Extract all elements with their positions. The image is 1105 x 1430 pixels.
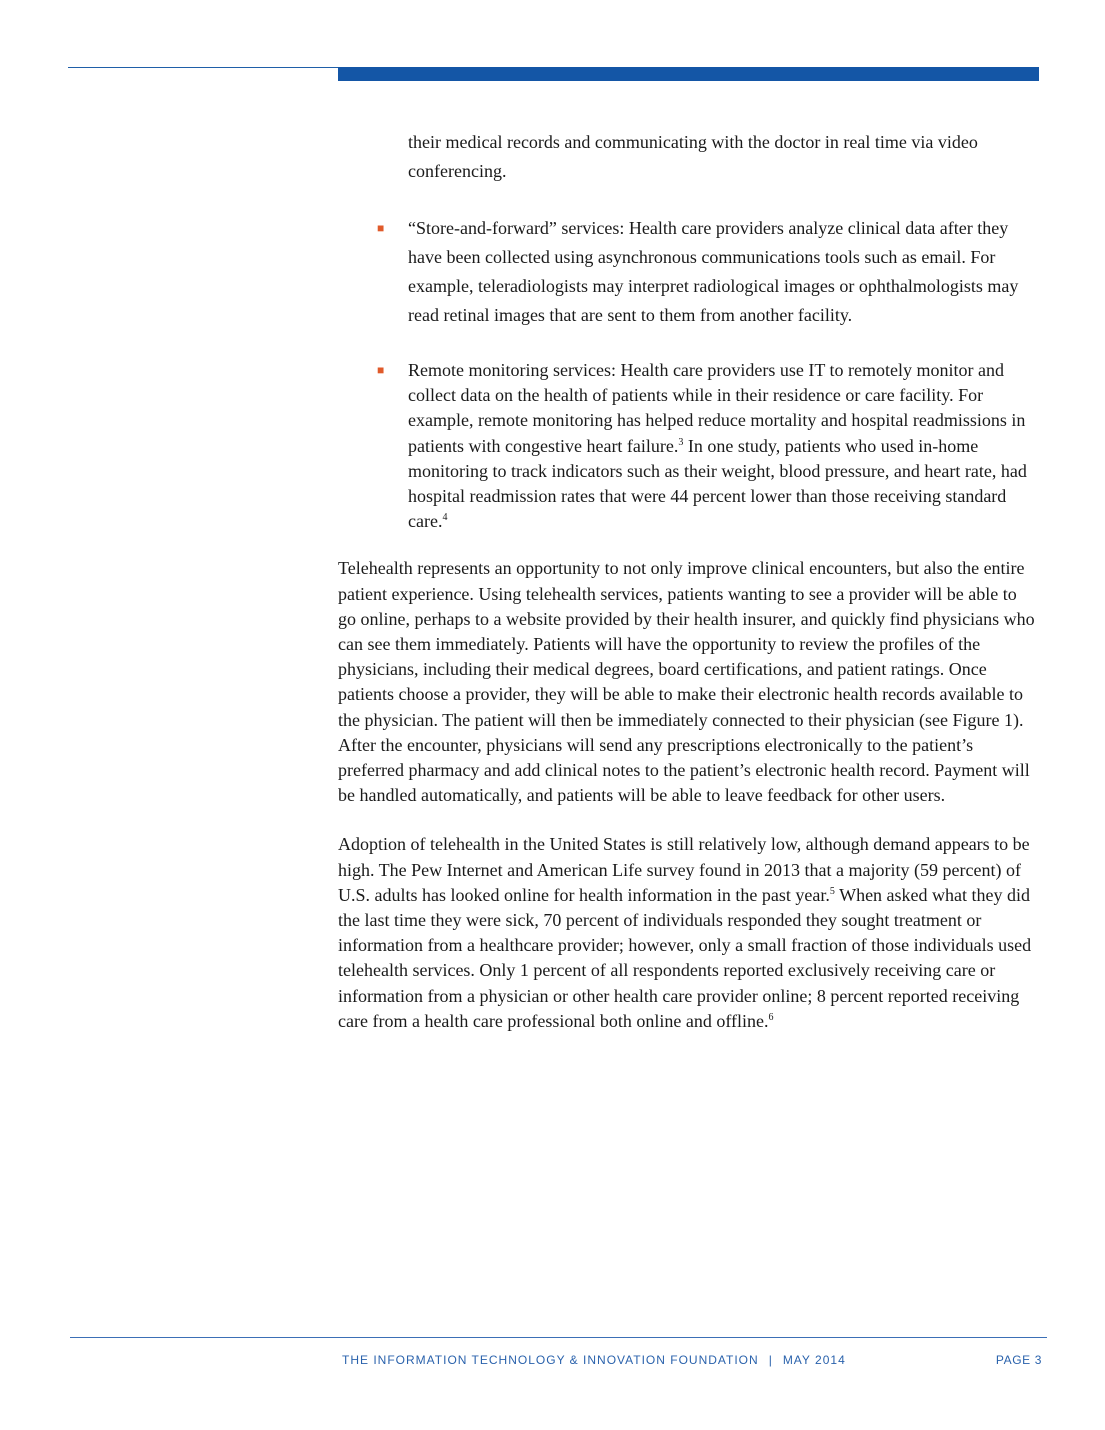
footer-rule [70,1337,1047,1338]
footer-date: MAY 2014 [782,1353,846,1367]
square-bullet-icon: ■ [377,221,385,235]
bullet-text: Remote monitoring services: Health care providers use IT to remotely monitor and collect data on the health of patients while in their residence or care facility. For example, remote monitoring has helped reduce mortality and hospital readmissions in patients with congestive heart failure. [408,360,1026,456]
paragraph-telehealth-adoption [338,832,1038,1034]
footnote-ref: 4 [442,512,448,524]
intro-continuation: their medical records and communicating with the doctor in real time via video conferencing. [408,132,978,181]
footer-left [342,1353,846,1367]
header-rule-bar [338,67,1039,81]
page-content [338,128,1038,1034]
header-rule-thin [68,67,340,68]
bullet-text: “Store-and-forward” services: Health care providers analyze clinical data after they have been collected using asynchronous communications tools such as email. For example, teleradiologists may interpret radiological images or ophthalmologists may read retinal images that are sent to them from another facility. [408,218,1019,325]
paragraph-text: When asked what they did the last time they were sick, 70 percent of individuals responded they sought treatment or information from a healthcare provider; however, only a small fraction of those individuals used telehealth services. Only 1 percent of all respondents reported exclusively receiving care or information from a physician or other health care provider online; 8 percent reported receiving care from a health care professional both online and offline. [338,884,1032,1031]
footnote-ref: 5 [829,885,835,897]
footer-organization: THE INFORMATION TECHNOLOGY & INNOVATION FOUNDATION [342,1353,759,1367]
page-number: PAGE 3 [995,1353,1042,1367]
footer-separator: | [768,1353,773,1367]
bullet-text: In one study, patients who used in-home monitoring to track indicators such as their weight, blood pressure, and heart rate, had hospital readmission rates that were 44 percent lower than those receiving standard care. [408,435,1027,532]
bullet-remote-monitoring [377,358,1038,534]
footnote-ref: 6 [768,1011,774,1023]
square-bullet-icon: ■ [377,363,385,377]
footnote-ref: 3 [678,436,684,448]
bullet-store-and-forward [377,214,1038,330]
paragraph-text: Adoption of telehealth in the United States is still relatively low, although demand appears to be high. The Pew Internet and American Life survey found in 2013 that a majority (59 percent) of U.S. adults has looked online for health information in the past year. [338,834,1030,905]
paragraph-telehealth-opportunity: Telehealth represents an opportunity to not only improve clinical encounters, but also the entire patient experience. Using telehealth services, patients wanting to see a provider will be able to go online, perhaps to a website provided by their health insurer, and quickly find physicians who can see them immediately. Patients will have the opportunity to review the profiles of the physicians, including their medical degrees, board certifications, and patient ratings. Once patients choose a provider, they will be able to make their electronic health records available to the physician. The patient will then be immediately connected to their physician (see Figure 1). After the encounter, physicians will send any prescriptions electronically to the patient’s preferred pharmacy and add clinical notes to the patient’s electronic health record. Payment will be handled automatically, and patients will be able to leave feedback for other users. [338,558,1035,806]
